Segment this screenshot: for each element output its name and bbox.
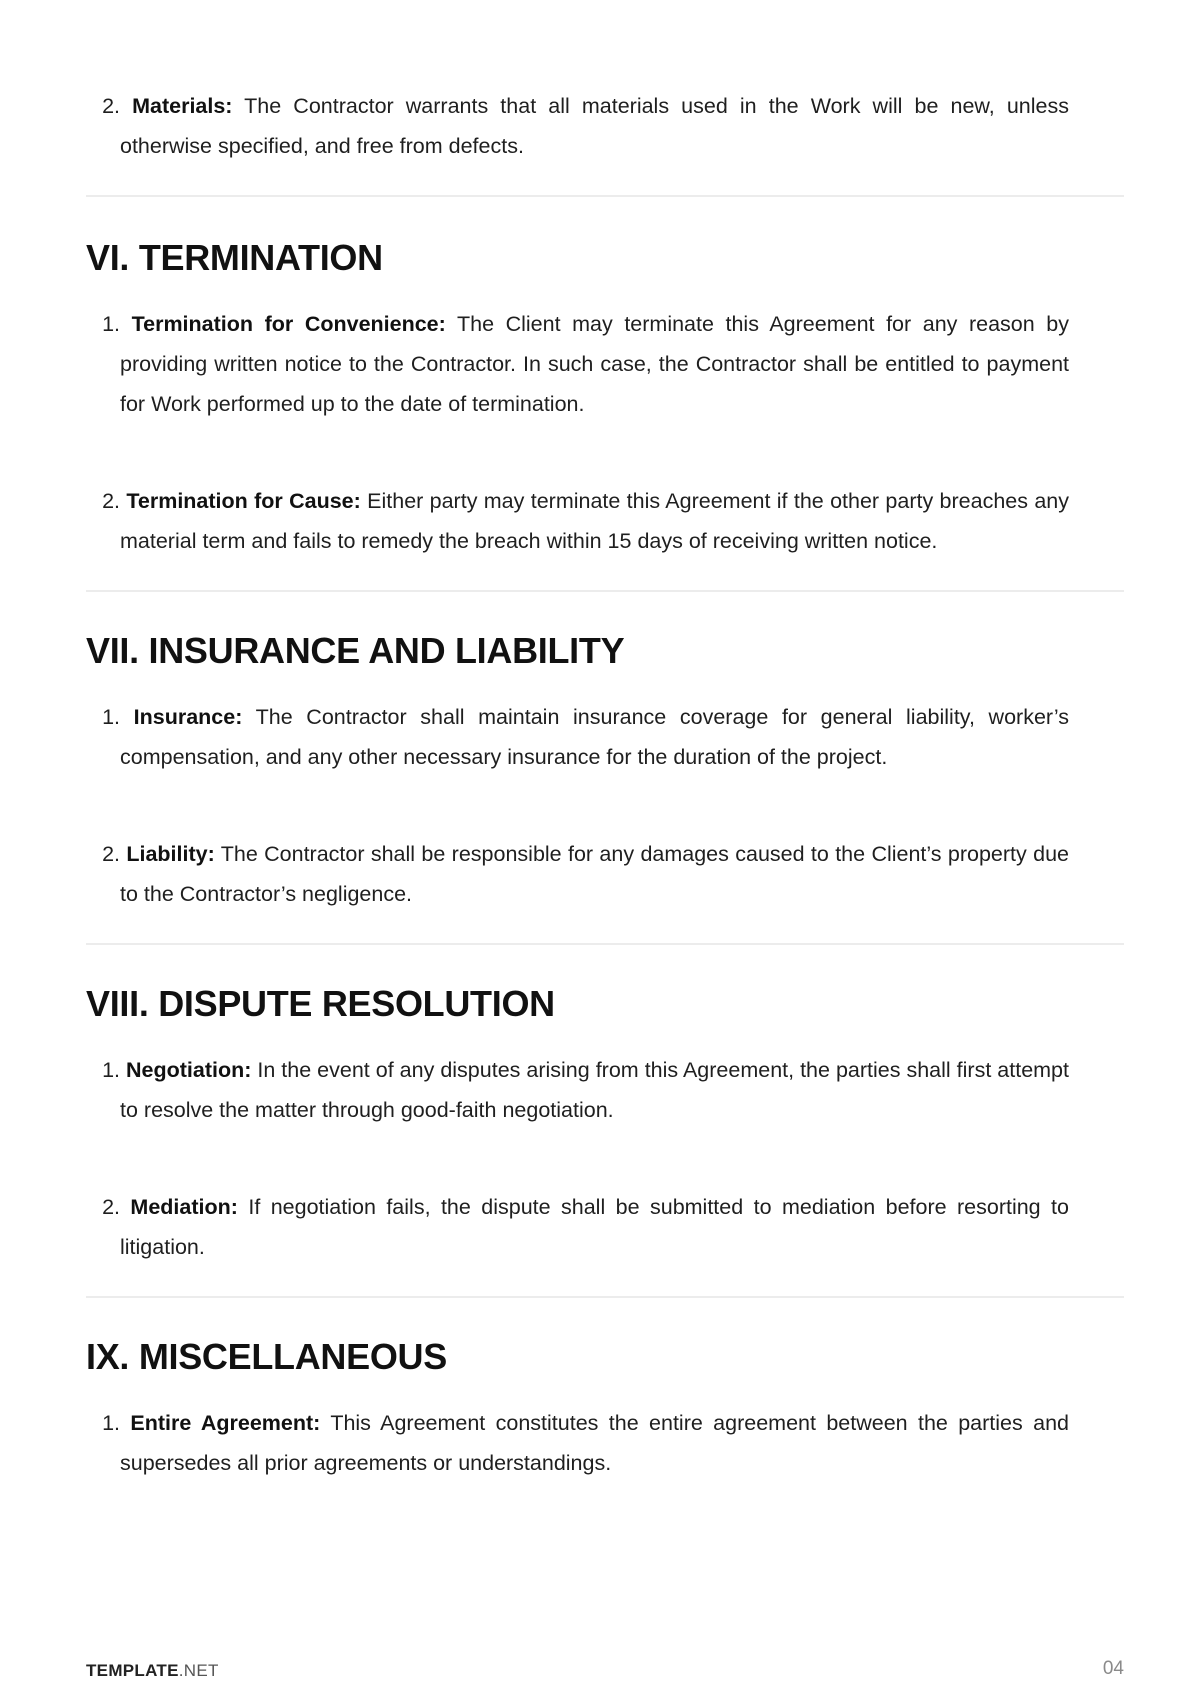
clause-number: 2. (102, 1195, 120, 1219)
clause-term: Termination for Cause: (126, 489, 361, 513)
clause-number: 1. (102, 1058, 120, 1082)
section-insurance-liability (86, 629, 1124, 914)
document-content (86, 86, 1124, 1483)
clause-negotiation (86, 1050, 1069, 1130)
clause-termination-convenience (86, 304, 1069, 424)
clause-text: If negotiation fails, the dispute shall be submitted to mediation before resorting to litigation. (120, 1195, 1069, 1259)
clause-term: Negotiation: (126, 1058, 252, 1082)
section-dispute-resolution (86, 982, 1124, 1267)
clause-text: The Contractor shall be responsible for any damages caused to the Client’s property due to the Contractor’s negligence. (120, 842, 1069, 906)
brand-suffix: .NET (178, 1661, 219, 1680)
section-title: IX. MISCELLANEOUS (86, 1336, 447, 1377)
clause-body (120, 1403, 1069, 1483)
clause-entire-agreement (86, 1403, 1069, 1483)
section-termination (86, 236, 1124, 561)
clause-text: In the event of any disputes arising from this Agreement, the parties shall first attempt to resolve the matter through good-faith negotiation. (120, 1058, 1069, 1122)
clause-text: The Client may terminate this Agreement for any reason by providing written notice to the Contractor. In such case, the Contractor shall be entitled to payment for Work performed up to the date of termination. (120, 312, 1069, 416)
clause-list (86, 304, 1124, 561)
clause-body (120, 86, 1069, 166)
section-title: VIII. DISPUTE RESOLUTION (86, 983, 555, 1024)
footer-brand-logo (86, 1661, 219, 1681)
clause-termination-cause (86, 481, 1069, 561)
clause-body (120, 1187, 1069, 1267)
section-title: VI. TERMINATION (86, 237, 383, 278)
clause-term: Mediation: (130, 1195, 238, 1219)
clause-text: The Contractor warrants that all materials used in the Work will be new, unless otherwise specified, and free from defects. (120, 94, 1069, 158)
section-miscellaneous (86, 1335, 1124, 1483)
clause-number: 1. (102, 312, 120, 336)
clause-number: 1. (102, 705, 120, 729)
clause-list (86, 1403, 1124, 1483)
section-title: VII. INSURANCE AND LIABILITY (86, 630, 625, 671)
clause-materials (86, 86, 1069, 166)
clause-term: Insurance: (133, 705, 243, 729)
clause-term: Termination for Convenience: (131, 312, 446, 336)
clause-text: Either party may terminate this Agreement if the other party breaches any material term and fails to remedy the breach within 15 days of receiving written notice. (120, 489, 1069, 553)
clause-liability (86, 834, 1069, 914)
section-continued (86, 86, 1124, 166)
clause-insurance (86, 697, 1069, 777)
brand-name: TEMPLATE (86, 1661, 179, 1680)
clause-body (120, 304, 1069, 424)
clause-term: Liability: (126, 842, 215, 866)
clause-body (120, 1050, 1069, 1130)
clause-list (86, 1050, 1124, 1267)
clause-list (86, 86, 1124, 166)
clause-number: 2. (102, 842, 120, 866)
clause-text: The Contractor shall maintain insurance coverage for general liability, worker’s compensation, and any other necessary insurance for the duration of the project. (120, 705, 1069, 769)
clause-number: 2. (102, 94, 120, 118)
page-number: 04 (1102, 1658, 1124, 1679)
clause-body (120, 834, 1069, 914)
clause-body (120, 697, 1069, 777)
clause-number: 1. (102, 1411, 120, 1435)
clause-term: Materials: (132, 94, 233, 118)
clause-text: This Agreement constitutes the entire agreement between the parties and supersedes all prior agreements or understandings. (120, 1411, 1069, 1475)
clause-list (86, 697, 1124, 914)
clause-body (120, 481, 1069, 561)
clause-term: Entire Agreement: (130, 1411, 321, 1435)
clause-mediation (86, 1187, 1069, 1267)
clause-number: 2. (102, 489, 120, 513)
